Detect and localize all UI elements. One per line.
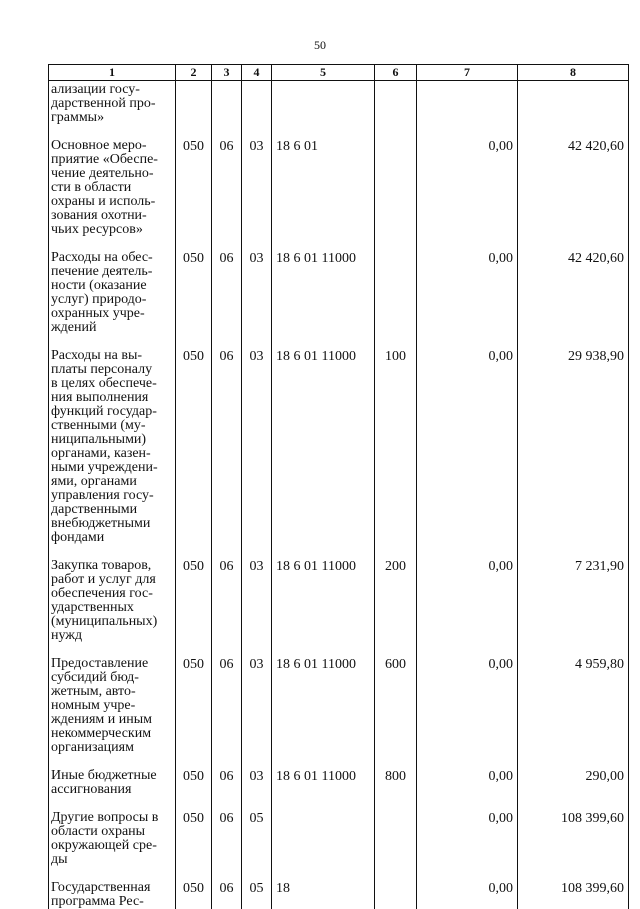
row-name-line: Основное меро-: [51, 139, 173, 153]
row-amount-col8-text: 4 959,80: [521, 657, 624, 673]
row-name-line: (муниципальных): [51, 615, 173, 629]
row-ministry-code-text: 050: [179, 139, 208, 155]
row-name-line: нужд: [51, 629, 173, 643]
row-ministry-code: [176, 797, 212, 867]
row-name-line: Другие вопросы в: [51, 811, 173, 825]
row-target-article-text: 18: [276, 881, 371, 897]
row-target-article-text: 18 6 01 11000: [276, 559, 371, 575]
row-expense-type: [375, 545, 417, 643]
row-subsection-code: [242, 755, 272, 797]
row-amount-col7: [417, 643, 518, 755]
row-ministry-code-text: 050: [179, 811, 208, 827]
row-subsection-code: [242, 335, 272, 545]
row-target-article: [272, 755, 375, 797]
row-name-line: зования охотни-: [51, 209, 173, 223]
row-subsection-code: [242, 643, 272, 755]
row-amount-col8: [518, 545, 629, 643]
row-target-article-text: 18 6 01 11000: [276, 349, 371, 365]
row-amount-col8: [518, 335, 629, 545]
row-name-line: Предоставление: [51, 657, 173, 671]
row-name-line: номным учре-: [51, 699, 173, 713]
row-expense-type: [375, 125, 417, 237]
row-name-line: внебюджетными: [51, 517, 173, 531]
row-amount-col8-text: 290,00: [521, 769, 624, 785]
table-row: [49, 81, 629, 126]
row-amount-col7-text: 0,00: [420, 559, 513, 575]
row-section-code-text: 06: [215, 349, 238, 365]
row-subsection-code-text: 03: [245, 139, 268, 155]
row-amount-col7: [417, 755, 518, 797]
row-name-line: некоммерческим: [51, 727, 173, 741]
row-name-line: Расходы на вы-: [51, 349, 173, 363]
row-ministry-code-text: 050: [179, 251, 208, 267]
row-amount-col7: [417, 335, 518, 545]
row-subsection-code: [242, 125, 272, 237]
row-target-article: [272, 643, 375, 755]
row-target-article: [272, 867, 375, 909]
budget-table: [48, 64, 629, 909]
row-name-line: приятие «Обеспе-: [51, 153, 173, 167]
row-name-line: Иные бюджетные: [51, 769, 173, 783]
row-name-line: ния выполнения: [51, 391, 173, 405]
row-subsection-code-text: 03: [245, 559, 268, 575]
row-subsection-code-text: 03: [245, 769, 268, 785]
row-name-line: сти в области: [51, 181, 173, 195]
row-amount-col8: [518, 237, 629, 335]
row-amount-col7: [417, 867, 518, 909]
row-expense-type: [375, 643, 417, 755]
row-target-article-text: 18 6 01 11000: [276, 769, 371, 785]
row-name-line: окружающей сре-: [51, 839, 173, 853]
row-name-line: дарственной про-: [51, 97, 173, 111]
row-target-article: [272, 545, 375, 643]
row-name-line: ализации госу-: [51, 83, 173, 97]
row-amount-col8-text: 7 231,90: [521, 559, 624, 575]
row-section-code-text: 06: [215, 811, 238, 827]
row-amount-col8-text: 42 420,60: [521, 139, 624, 155]
row-name-line: программа Рес-: [51, 895, 173, 909]
row-name-line: услуг) природо-: [51, 293, 173, 307]
header-col-2: 2: [176, 65, 212, 81]
row-name-line: ударственных: [51, 601, 173, 615]
row-name-line: охранных учре-: [51, 307, 173, 321]
row-ministry-code: [176, 335, 212, 545]
row-amount-col7-text: 0,00: [420, 657, 513, 673]
table-row: [49, 335, 629, 545]
row-ministry-code: [176, 237, 212, 335]
row-name-line: ными учреждени-: [51, 461, 173, 475]
row-name-line: ями, органами: [51, 475, 173, 489]
page-number: 50: [0, 38, 640, 53]
header-col-5: 5: [272, 65, 375, 81]
row-ministry-code-text: 050: [179, 769, 208, 785]
row-ministry-code: [176, 755, 212, 797]
row-amount-col7: [417, 81, 518, 126]
row-target-article: [272, 81, 375, 126]
row-section-code: [212, 237, 242, 335]
row-amount-col8-text: 108 399,60: [521, 881, 624, 897]
row-name-line: охраны и исполь-: [51, 195, 173, 209]
row-target-article: [272, 797, 375, 867]
row-section-code: [212, 867, 242, 909]
row-name-line: ждений: [51, 321, 173, 335]
row-expense-type: [375, 797, 417, 867]
row-subsection-code: [242, 81, 272, 126]
row-section-code-text: 06: [215, 559, 238, 575]
row-expense-type: [375, 335, 417, 545]
header-col-4: 4: [242, 65, 272, 81]
table-body: [49, 81, 629, 909]
row-amount-col7-text: 0,00: [420, 769, 513, 785]
row-subsection-code-text: 03: [245, 657, 268, 673]
row-amount-col7-text: 0,00: [420, 349, 513, 365]
row-amount-col8: [518, 755, 629, 797]
row-subsection-code-text: 03: [245, 349, 268, 365]
header-col-1: 1: [49, 65, 176, 81]
row-amount-col7: [417, 797, 518, 867]
table-row: [49, 643, 629, 755]
row-name-line: обеспечения гос-: [51, 587, 173, 601]
row-name-cell: [49, 335, 176, 545]
row-expense-type-text: 600: [378, 657, 413, 673]
header-col-8: 8: [518, 65, 629, 81]
row-expense-type: [375, 755, 417, 797]
row-name-line: ственными (му-: [51, 419, 173, 433]
row-amount-col8-text: 108 399,60: [521, 811, 624, 827]
row-name-line: печение деятель-: [51, 265, 173, 279]
row-expense-type-text: 800: [378, 769, 413, 785]
row-subsection-code: [242, 545, 272, 643]
row-target-article: [272, 335, 375, 545]
row-ministry-code: [176, 125, 212, 237]
row-name-line: ности (оказание: [51, 279, 173, 293]
table-row: [49, 125, 629, 237]
row-name-line: граммы»: [51, 111, 173, 125]
row-amount-col7: [417, 125, 518, 237]
row-amount-col8: [518, 81, 629, 126]
row-subsection-code-text: 05: [245, 811, 268, 827]
row-section-code: [212, 643, 242, 755]
row-name-line: в целях обеспече-: [51, 377, 173, 391]
row-subsection-code-text: 05: [245, 881, 268, 897]
row-target-article: [272, 125, 375, 237]
row-section-code: [212, 755, 242, 797]
row-subsection-code-text: 03: [245, 251, 268, 267]
row-name-line: управления госу-: [51, 489, 173, 503]
row-expense-type-text: 100: [378, 349, 413, 365]
row-ministry-code-text: 050: [179, 349, 208, 365]
row-amount-col7: [417, 237, 518, 335]
row-target-article: [272, 237, 375, 335]
row-name-line: ассигнования: [51, 783, 173, 797]
table-row: [49, 797, 629, 867]
row-amount-col7-text: 0,00: [420, 811, 513, 827]
row-ministry-code: [176, 867, 212, 909]
row-ministry-code: [176, 643, 212, 755]
row-name-line: функций государ-: [51, 405, 173, 419]
row-expense-type: [375, 237, 417, 335]
table-row: [49, 755, 629, 797]
header-col-3: 3: [212, 65, 242, 81]
row-expense-type: [375, 867, 417, 909]
row-ministry-code-text: 050: [179, 881, 208, 897]
header-row: [49, 65, 629, 81]
row-name-line: области охраны: [51, 825, 173, 839]
row-name-line: чение деятельно-: [51, 167, 173, 181]
row-target-article-text: 18 6 01 11000: [276, 251, 371, 267]
row-name-line: Государственная: [51, 881, 173, 895]
row-name-cell: [49, 237, 176, 335]
row-name-cell: [49, 81, 176, 126]
row-section-code: [212, 335, 242, 545]
row-section-code-text: 06: [215, 251, 238, 267]
row-ministry-code: [176, 545, 212, 643]
row-name-line: ды: [51, 853, 173, 867]
header-col-7: 7: [417, 65, 518, 81]
row-name-line: ниципальными): [51, 433, 173, 447]
row-section-code-text: 06: [215, 769, 238, 785]
row-name-line: субсидий бюд-: [51, 671, 173, 685]
row-name-cell: [49, 545, 176, 643]
row-ministry-code-text: 050: [179, 657, 208, 673]
row-amount-col8: [518, 125, 629, 237]
row-amount-col7-text: 0,00: [420, 881, 513, 897]
row-amount-col7-text: 0,00: [420, 139, 513, 155]
row-name-line: работ и услуг для: [51, 573, 173, 587]
row-amount-col8: [518, 643, 629, 755]
row-ministry-code: [176, 81, 212, 126]
row-name-line: чьих ресурсов»: [51, 223, 173, 237]
row-section-code: [212, 125, 242, 237]
table-row: [49, 237, 629, 335]
row-amount-col7-text: 0,00: [420, 251, 513, 267]
row-section-code: [212, 797, 242, 867]
row-section-code-text: 06: [215, 657, 238, 673]
row-name-line: ждениям и иным: [51, 713, 173, 727]
row-name-cell: [49, 643, 176, 755]
row-name-line: органами, казен-: [51, 447, 173, 461]
row-expense-type-text: 200: [378, 559, 413, 575]
row-amount-col7: [417, 545, 518, 643]
row-amount-col8-text: 29 938,90: [521, 349, 624, 365]
row-section-code: [212, 545, 242, 643]
table-row: [49, 545, 629, 643]
row-subsection-code: [242, 797, 272, 867]
row-subsection-code: [242, 237, 272, 335]
row-name-cell: [49, 797, 176, 867]
row-amount-col8: [518, 797, 629, 867]
row-name-line: Расходы на обес-: [51, 251, 173, 265]
row-name-line: Закупка товаров,: [51, 559, 173, 573]
row-name-cell: [49, 755, 176, 797]
row-name-line: жетным, авто-: [51, 685, 173, 699]
table-row: [49, 867, 629, 909]
row-amount-col8-text: 42 420,60: [521, 251, 624, 267]
row-subsection-code: [242, 867, 272, 909]
row-name-cell: [49, 867, 176, 909]
row-target-article-text: 18 6 01 11000: [276, 657, 371, 673]
header-col-6: 6: [375, 65, 417, 81]
row-expense-type: [375, 81, 417, 126]
row-amount-col8: [518, 867, 629, 909]
row-section-code: [212, 81, 242, 126]
row-name-cell: [49, 125, 176, 237]
row-name-line: платы персоналу: [51, 363, 173, 377]
row-name-line: фондами: [51, 531, 173, 545]
row-section-code-text: 06: [215, 139, 238, 155]
row-ministry-code-text: 050: [179, 559, 208, 575]
row-name-line: дарственными: [51, 503, 173, 517]
row-section-code-text: 06: [215, 881, 238, 897]
row-target-article-text: 18 6 01: [276, 139, 371, 155]
row-name-line: организациям: [51, 741, 173, 755]
